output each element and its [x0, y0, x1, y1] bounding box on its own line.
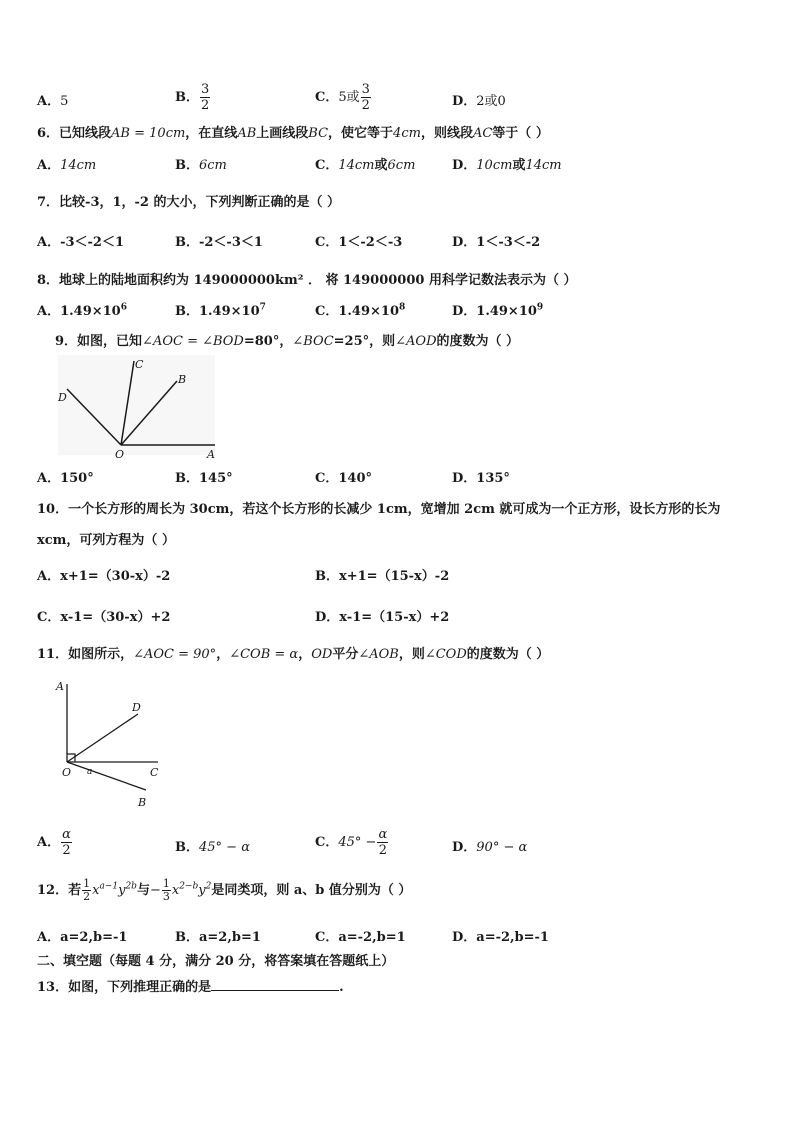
q7-stem-text: 7．比较-3，1，-2 的大小，下列判断正确的是（ ）	[37, 195, 341, 210]
q7-options	[0, 231, 794, 253]
q6-stem	[0, 122, 794, 144]
q11-options	[0, 827, 794, 867]
q9-angle-figure	[55, 355, 220, 460]
q9-option-a: A．150°	[37, 471, 94, 486]
q11-label-c: C	[150, 766, 159, 779]
q6-option-d: D．10cm或14cm	[452, 158, 562, 173]
q8-options	[0, 300, 794, 322]
q11-label-o: O	[62, 766, 72, 779]
q12-stem-text: 12．若 $\frac{1}{2}$ $x^{a-1}y^{2b}$与− $\frac{1}{3}$ $x^{2-b}y^2$是同类项，则 a、b 值分别为（ ）	[37, 877, 412, 903]
q5-option-a: A．5	[37, 94, 69, 109]
q11-label-alpha: a	[87, 767, 93, 777]
q11-c-fraction: $\frac{\alpha}{2}$	[378, 827, 388, 858]
q13-stem	[0, 976, 794, 998]
q11-stem-text: 11．如图所示，∠AOC = 90°，∠COB = α，OD平分∠AOB，则∠COD的度数为（ ）	[37, 647, 550, 662]
q8-option-b: B．$1.49\times 10^7$	[175, 302, 266, 319]
q6-stem-text: 6．已知线段AB = 10cm，在直线AB上画线段BC，使它等于4cm，则线段AC等于（ ）	[37, 126, 549, 141]
q12-option-b: B．a=2,b=1	[175, 930, 261, 945]
section-2-heading	[0, 950, 794, 972]
q11-option-c: C．45° − $\frac{\alpha}{2}$	[315, 827, 388, 858]
q12-option-d: D．a=-2,b=-1	[452, 930, 549, 945]
q9-stem-text: 9．如图，已知∠AOC = ∠BOD=80°，∠BOC=25°，则∠AOD的度数为（ ）	[55, 334, 520, 349]
q9-stem	[0, 330, 794, 352]
q11-option-b: B．45° − α	[175, 840, 250, 855]
q11-label-b: B	[138, 796, 147, 809]
q5-option-b: B． $\frac{3}{2}$	[175, 82, 210, 113]
q9-options	[0, 467, 794, 489]
q9-option-b: B．145°	[175, 471, 233, 486]
q10-option-c: C．x-1=（30-x）+2	[37, 610, 171, 625]
q8-option-c: C．$1.49\times 10^8$	[315, 302, 406, 319]
q10-option-d: D．x-1=（15-x）+2	[315, 610, 450, 625]
q8-option-a: A．$1.49\times 10^6$	[37, 302, 127, 319]
q9-label-o: O	[115, 448, 125, 460]
q11-label-a: A	[56, 680, 64, 693]
q10-options-ab	[0, 565, 794, 587]
q13-answer-blank[interactable]	[211, 978, 339, 991]
q9-label-a: A	[207, 448, 215, 460]
q10-stem-line2	[0, 529, 794, 551]
q8-stem	[0, 269, 794, 291]
q12-option-c: C．a=-2,b=1	[315, 930, 406, 945]
q10-options-cd	[0, 606, 794, 628]
q10-option-b: B．x+1=（15-x）-2	[315, 569, 450, 584]
q11-ray-od	[67, 714, 138, 762]
q10-stem-line1	[0, 498, 794, 520]
q8-stem-text: 8．地球上的陆地面积约为 149000000km² ． 将 149000000 用科学记数法表示为（ ）	[37, 273, 577, 288]
q6-options	[0, 154, 794, 176]
q9-label-d: D	[58, 391, 67, 404]
q9-label-c: C	[135, 358, 144, 371]
q5-option-d: D．2或0	[452, 94, 506, 109]
q12-fraction-half: $\frac{1}{2}$	[83, 877, 91, 903]
q12-option-a: A．a=2,b=-1	[37, 930, 128, 945]
q7-stem	[0, 191, 794, 213]
q7-option-c: C．1＜-2＜-3	[315, 235, 403, 250]
q11-stem	[0, 643, 794, 665]
q12-fraction-third: $\frac{1}{3}$	[162, 877, 170, 903]
q11-label-d: D	[132, 701, 141, 714]
q6-option-b: B．6cm	[175, 158, 227, 173]
q11-option-d: D．90° − α	[452, 840, 528, 855]
section-2-title: 二、填空题（每题 4 分，满分 20 分，将答案填在答题纸上）	[37, 954, 395, 969]
q6-option-c: C．14cm或6cm	[315, 158, 416, 173]
q10-option-a: A．x+1=（30-x）-2	[37, 569, 171, 584]
q7-option-b: B．-2＜-3＜1	[175, 235, 263, 250]
q11-option-a: A． $\frac{\alpha}{2}$	[37, 827, 71, 858]
q11-ray-ob	[67, 762, 146, 790]
q8-option-d: D．$1.49\times 10^9$	[452, 302, 544, 319]
q11-angle-figure	[52, 678, 172, 810]
q10-stem-text-1: 10．一个长方形的周长为 30cm，若这个长方形的长减少 1cm，宽增加 2cm 就可成为一个正方形，设长方形的长为	[37, 502, 721, 517]
q6-option-a: A．14cm	[37, 158, 97, 173]
q5-c-fraction: $\frac{3}{2}$	[361, 82, 370, 113]
q9-option-d: D．135°	[452, 471, 510, 486]
q10-stem-text-2: xcm，可列方程为（ ）	[37, 533, 175, 548]
q9-label-b: B	[178, 373, 187, 386]
q9-option-c: C．140°	[315, 471, 372, 486]
q5-option-c: C．5或 $\frac{3}{2}$	[315, 82, 370, 113]
q5-b-fraction: $\frac{3}{2}$	[201, 82, 210, 113]
q12-options	[0, 926, 794, 948]
q7-option-a: A．-3＜-2＜1	[37, 235, 125, 250]
q13-stem-text: 13．如图，下列推理正确的是 .	[37, 980, 344, 995]
q11-a-fraction: $\frac{\alpha}{2}$	[62, 827, 71, 858]
q7-option-d: D．1＜-3＜-2	[452, 235, 541, 250]
q5-options	[0, 82, 794, 120]
q12-stem	[0, 878, 794, 914]
